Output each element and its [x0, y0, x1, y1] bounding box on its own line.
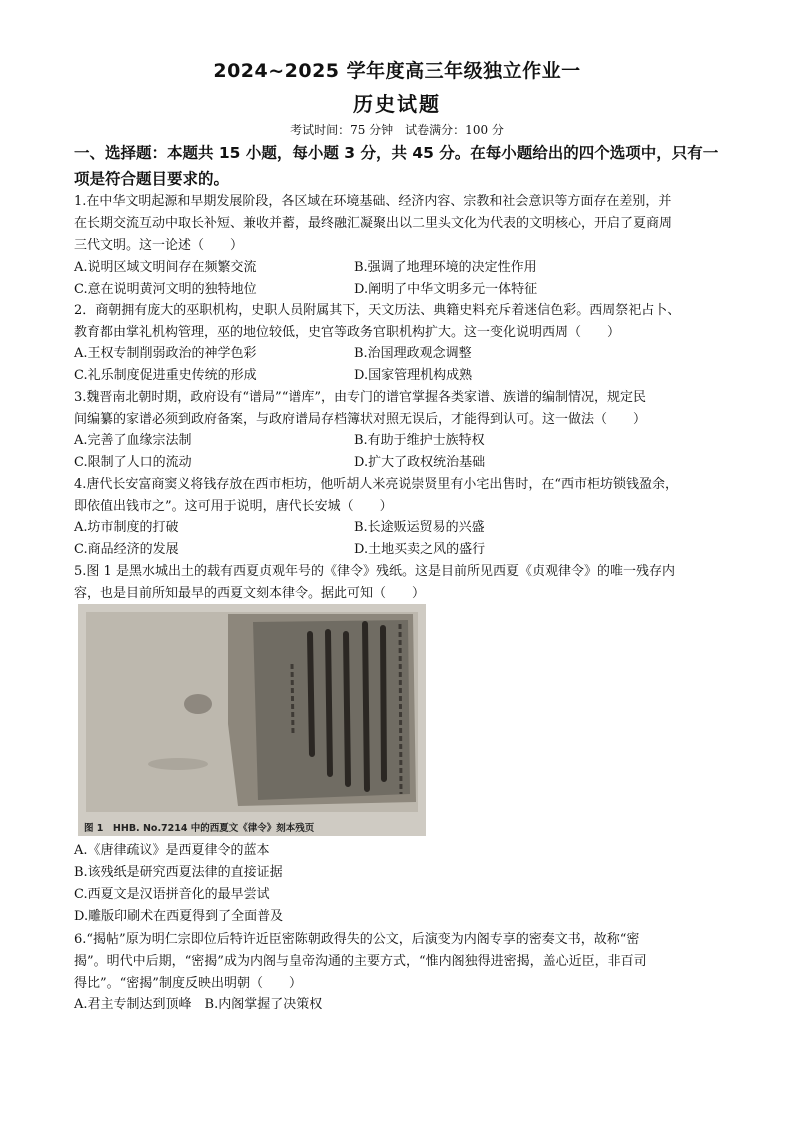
question-1-stem: [74, 191, 724, 257]
figure-1-manuscript-image: [78, 604, 426, 836]
stem-line: 教育都由掌礼机构管理，巫的地位较低，史官等政务官职机构扩大。这一变化说明西周（ ）: [74, 325, 621, 340]
question-6-stem: [74, 929, 724, 995]
exam-info: 考试时间：75 分钟 试卷满分：100 分: [290, 123, 504, 137]
section-heading-line: 项是符合题目要求的。: [74, 170, 230, 188]
question-6-options-ab[interactable]: A.君主专制达到顶峰 B.内阁掌握了决策权: [74, 997, 323, 1012]
question-3-option-a[interactable]: A.完善了血缘宗法制: [74, 433, 192, 448]
question-2-option-c[interactable]: C.礼乐制度促进重史传统的形成: [74, 368, 257, 383]
question-4-option-b[interactable]: B.长途贩运贸易的兴盛: [354, 520, 485, 535]
figure-1-caption: 图 1 HHB. No.7214 中的西夏文《律令》刻本残页: [84, 823, 315, 834]
question-5-option-a[interactable]: A.《唐律疏议》是西夏律令的蓝本: [74, 843, 270, 858]
question-4-stem: [74, 474, 724, 518]
stem-line: 得比”。“密揭”制度反映出明朝（ ）: [74, 976, 302, 991]
question-5-stem: [74, 561, 724, 605]
stem-line: 间编纂的家谱必须到政府备案，与政府谱局存档簿状对照无误后，才能得到认可。这一做法（ ）: [74, 412, 647, 427]
stem-line: 4.唐代长安富商窦义将钱存放在西市柜坊，他听胡人米亮说崇贤里有小宅出售时，在“西市柜坊锁钱盈余，: [74, 477, 679, 492]
section-heading: [74, 140, 724, 192]
question-1-option-a[interactable]: A.说明区域文明间存在频繁交流: [74, 260, 257, 275]
stem-line: 2．商朝拥有庞大的巫职机构，史职人员附属其下，天文历法、典籍史料充斥着迷信色彩。西周祭祀占卜、: [74, 303, 681, 318]
stem-line: 5.图 1 是黑水城出土的载有西夏贞观年号的《律令》残纸。这是目前所见西夏《贞观律令》的唯一残存内: [74, 564, 675, 579]
stem-line: 容，也是目前所知最早的西夏文刻本律令。据此可知（ ）: [74, 586, 426, 601]
exam-title: 2024~2025 学年度高三年级独立作业一: [213, 60, 581, 82]
stem-line: 1.在中华文明起源和早期发展阶段，各区域在环境基础、经济内容、宗教和社会意识等方面存在差别，并: [74, 194, 672, 209]
question-4-option-a[interactable]: A.坊市制度的打破: [74, 520, 179, 535]
stem-line: 在长期交流互动中取长补短、兼收并蓄，最终融汇凝聚出以二里头文化为代表的文明核心，开启了夏商周: [74, 216, 673, 231]
question-1-option-b[interactable]: B.强调了地理环境的决定性作用: [354, 260, 537, 275]
stem-line: 揭”。明代中后期，“密揭”成为内阁与皇帝沟通的主要方式，“惟内阁独得进密揭，盖心近臣，非百司: [74, 954, 647, 969]
manuscript-fragment-image: [78, 604, 426, 836]
question-3-option-b[interactable]: B.有助于维护士族特权: [354, 433, 485, 448]
question-3-stem: [74, 387, 724, 431]
question-1-option-d[interactable]: D.阐明了中华文明多元一体特征: [354, 282, 538, 297]
stem-line: 三代文明。这一论述（ ）: [74, 238, 244, 253]
stem-line: 3.魏晋南北朝时期，政府设有“谱局”“谱库”，由专门的谱官掌握各类家谱、族谱的编制情况，规定民: [74, 390, 646, 405]
question-5-option-d[interactable]: D.雕版印刷术在西夏得到了全面普及: [74, 909, 284, 924]
question-4-option-c[interactable]: C.商品经济的发展: [74, 542, 179, 557]
question-2-option-d[interactable]: D.国家管理机构成熟: [354, 368, 473, 383]
question-2-option-b[interactable]: B.治国理政观念调整: [354, 346, 472, 361]
question-1-option-c[interactable]: C.意在说明黄河文明的独特地位: [74, 282, 257, 297]
question-5-option-b[interactable]: B.该残纸是研究西夏法律的直接证据: [74, 865, 283, 880]
section-heading-line: 一、选择题：本题共 15 小题，每小题 3 分，共 45 分。在每小题给出的四个选项中，只有一: [74, 144, 719, 162]
question-4-option-d[interactable]: D.土地买卖之风的盛行: [354, 542, 486, 557]
question-2-option-a[interactable]: A.王权专制削弱政治的神学色彩: [74, 346, 257, 361]
stem-line: 6.“揭帖”原为明仁宗即位后特许近臣密陈朝政得失的公文，后演变为内阁专享的密奏文书，故称“密: [74, 932, 640, 947]
question-3-option-c[interactable]: C.限制了人口的流动: [74, 455, 192, 470]
question-2-stem: [74, 300, 724, 344]
subject-title: 历史试题: [353, 92, 441, 116]
question-5-option-c[interactable]: C.西夏文是汉语拼音化的最早尝试: [74, 887, 270, 902]
question-3-option-d[interactable]: D.扩大了政权统治基础: [354, 455, 486, 470]
stem-line: 即依值出钱市之”。这可用于说明，唐代长安城（ ）: [74, 499, 393, 514]
